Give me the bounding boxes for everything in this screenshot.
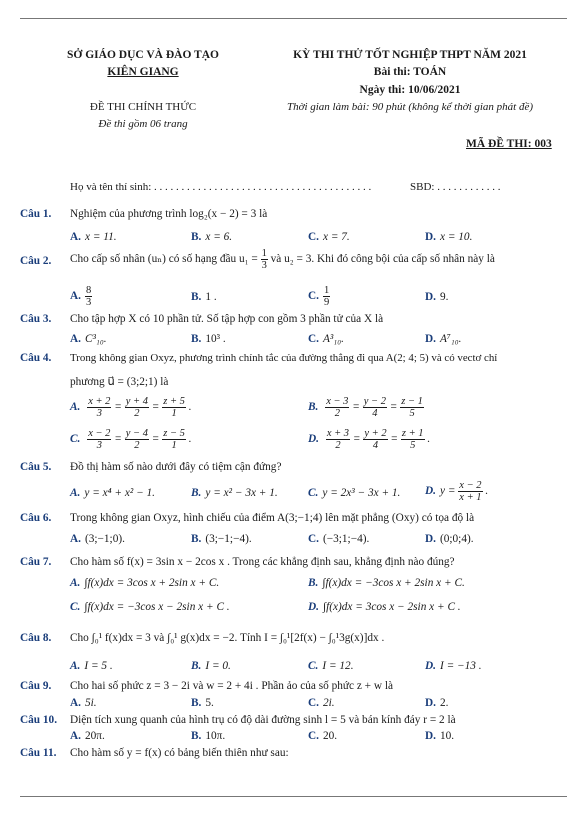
- option-c: C. $\frac{x - 2}{3}$ = $\frac{y - 4}{2}$ = $\frac{z - 5}{1}$ .: [70, 428, 192, 451]
- option-c: C. $\frac{1}{9}$: [308, 285, 330, 308]
- question-text-line2: phương u⃗ = (3;2;1) là: [70, 376, 169, 388]
- bottom-rule: [20, 796, 567, 797]
- option-c: C. A³₁₀.: [308, 333, 344, 345]
- option-b: B. (3;−1;−4).: [191, 533, 252, 545]
- option-c: C. ∫f(x)dx = −3cos x − 2sin x + C .: [70, 601, 230, 613]
- option-c: C. 2i.: [308, 697, 335, 709]
- question-number: Câu 7.: [20, 556, 52, 568]
- exam-code: MÃ ĐỀ THI: 003: [466, 138, 552, 150]
- option-d: D. ∫f(x)dx = 3cos x − 2sin x + C .: [308, 601, 461, 613]
- option-a: A. x = 11.: [70, 231, 117, 243]
- option-d: D. I = −13 .: [425, 660, 482, 672]
- option-b: B. 10π.: [191, 730, 226, 742]
- top-rule: [20, 18, 567, 19]
- option-d: D. 2.: [425, 697, 449, 709]
- option-d: D. (0;0;4).: [425, 533, 474, 545]
- question-text: Trong không gian Oxyz, hình chiếu của điểm A(3;−1;4) lên mặt phẳng (Oxy) có tọa độ là: [70, 512, 475, 524]
- official-label: ĐỀ THI CHÍNH THỨC: [89, 101, 197, 113]
- option-a: A. $\frac{x + 2}{3}$ = $\frac{y + 4}{2}$ = $\frac{z + 5}{1}$ .: [70, 396, 192, 419]
- exam-title: KỲ THI THỬ TỐT NGHIỆP THPT NĂM 2021: [293, 49, 527, 61]
- option-d: D. y = $\frac{x - 2}{x + 1}$ .: [425, 480, 489, 503]
- exam-subject: Bài thi: TOÁN: [373, 66, 447, 78]
- option-b: B. y = x² − 3x + 1.: [191, 487, 278, 499]
- question-number: Câu 1.: [20, 208, 52, 220]
- option-a: A. I = 5 .: [70, 660, 113, 672]
- option-d: D. A⁷₁₀.: [425, 333, 462, 345]
- option-b: B. ∫f(x)dx = −3cos x + 2sin x + C.: [308, 577, 465, 589]
- option-b: B. $\frac{x - 3}{2}$ = $\frac{y - 2}{4}$ = $\frac{z - 1}{5}$: [308, 396, 423, 419]
- province-name: KIÊN GIANG: [107, 66, 179, 78]
- option-a: A. 20π.: [70, 730, 105, 742]
- department-name: SỞ GIÁO DỤC VÀ ĐÀO TẠO: [67, 49, 219, 61]
- question-number: Câu 10.: [20, 714, 58, 726]
- option-c: C. I = 12.: [308, 660, 354, 672]
- option-a: A. (3;−1;0).: [70, 533, 125, 545]
- question-number: Câu 6.: [20, 512, 52, 524]
- question-text: Nghiệm của phương trình log₂(x − 2) = 3 là: [70, 208, 268, 220]
- question-number: Câu 8.: [20, 632, 52, 644]
- option-d: D. 10.: [425, 730, 455, 742]
- question-text: Cho hàm số y = f(x) có bảng biến thiên như sau:: [70, 747, 289, 759]
- option-a: A. 5i.: [70, 697, 97, 709]
- student-name-field: Họ và tên thí sinh: . . . . . . . . . . . . . . . . . . . . . . . . . . . . . . . . . . . . . . . .: [70, 181, 372, 193]
- question-number: Câu 2.: [20, 255, 52, 267]
- question-number: Câu 11.: [20, 747, 57, 759]
- option-a: A. ∫f(x)dx = 3cos x + 2sin x + C.: [70, 577, 220, 589]
- option-b: B. I = 0.: [191, 660, 231, 672]
- option-c: C. x = 7.: [308, 231, 350, 243]
- question-text: Cho ∫₀¹ f(x)dx = 3 và ∫₀¹ g(x)dx = −2. Tính I = ∫₀¹[2f(x) − ∫₀¹3g(x)]dx .: [70, 632, 385, 644]
- question-text: Diện tích xung quanh của hình trụ có độ dài đường sinh l = 5 và bán kính đáy r = 2 là: [70, 714, 456, 726]
- question-text: Cho cấp số nhân (uₙ) có số hạng đầu u₁ = $\frac{1}{3}$ và u₂ = 3. Khi đó công bội của cấp số nhân này là: [70, 248, 495, 271]
- question-number: Câu 4.: [20, 352, 52, 364]
- question-text: Cho hai số phức z = 3 − 2i và w = 2 + 4i . Phần ảo của số phức z + w là: [70, 680, 394, 692]
- question-text: Trong không gian Oxyz, phương trình chính tắc của đường thẳng đi qua A(2; 4; 5) và có vectơ chỉ: [70, 352, 498, 364]
- option-a: A. y = x⁴ + x² − 1.: [70, 487, 156, 499]
- pages-note: Đề thi gồm 06 trang: [98, 118, 188, 130]
- option-b: B. 5.: [191, 697, 214, 709]
- question-number: Câu 3.: [20, 313, 52, 325]
- option-c: C. (−3;1;−4).: [308, 533, 370, 545]
- question-number: Câu 5.: [20, 461, 52, 473]
- question-text: Cho hàm số f(x) = 3sin x − 2cos x . Trong các khẳng định sau, khẳng định nào đúng?: [70, 556, 455, 568]
- option-a: A. C³₁₀.: [70, 333, 107, 345]
- option-b: B. 10³ .: [191, 333, 226, 345]
- option-c: C. 20.: [308, 730, 338, 742]
- question-text: Cho tập hợp X có 10 phần tử. Số tập hợp con gồm 3 phần tử của X là: [70, 313, 384, 325]
- option-d: D. $\frac{x + 3}{2}$ = $\frac{y + 2}{4}$ = $\frac{z + 1}{5}$ .: [308, 428, 431, 451]
- question-text: Đồ thị hàm số nào dưới đây có tiệm cận đứng?: [70, 461, 282, 473]
- exam-date: Ngày thi: 10/06/2021: [359, 84, 461, 96]
- option-c: C. y = 2x³ − 3x + 1.: [308, 487, 401, 499]
- question-number: Câu 9.: [20, 680, 52, 692]
- option-b: B. x = 6.: [191, 231, 233, 243]
- option-d: D. x = 10.: [425, 231, 473, 243]
- option-b: B. 1 .: [191, 291, 217, 303]
- exam-time: Thời gian làm bài: 90 phút (không kể thời gian phát đề): [286, 101, 534, 113]
- student-sbd-field: SBD: . . . . . . . . . . . .: [410, 181, 501, 193]
- option-a: A. $\frac{8}{3}$: [70, 285, 92, 308]
- option-d: D. 9.: [425, 291, 449, 303]
